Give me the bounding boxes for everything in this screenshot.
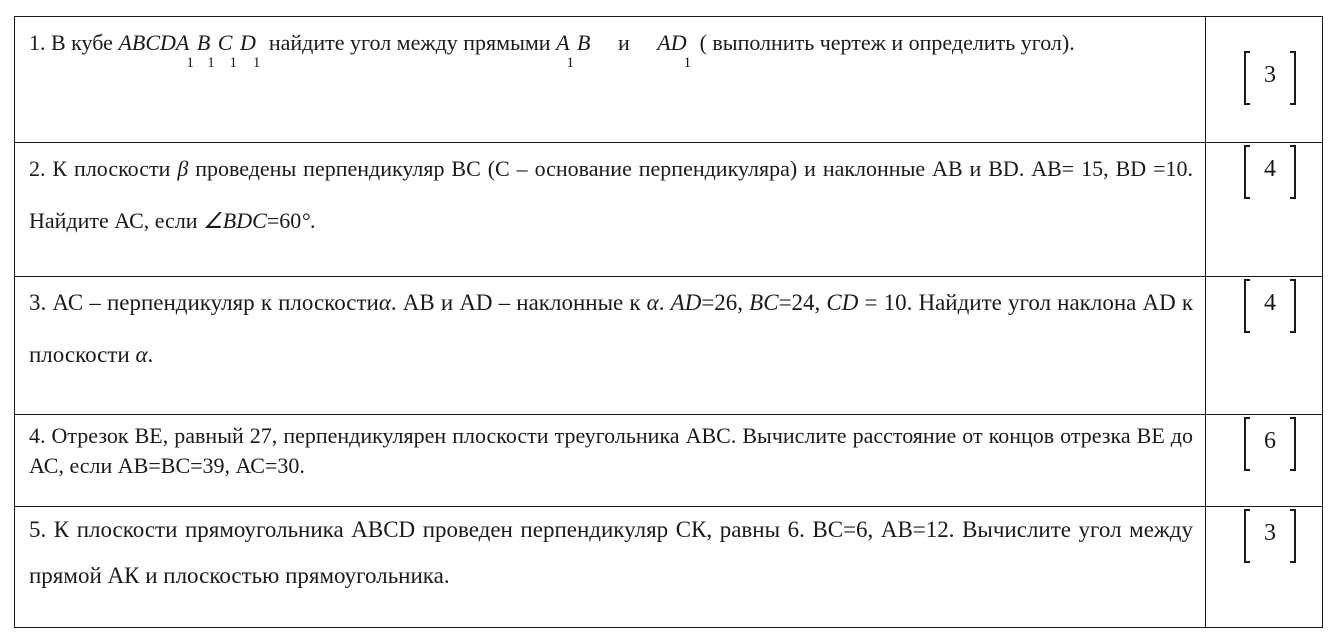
task-3-part: . АВ и АD – наклонные к xyxy=(390,290,647,315)
task-4-text-cell xyxy=(15,415,1206,507)
score-bracket xyxy=(1244,145,1296,199)
line-point: A xyxy=(556,30,570,55)
task-row-4 xyxy=(15,415,1323,507)
task-1-part: ( выполнить чертеж и определить угол). xyxy=(694,30,1075,55)
task-2-part: =60 xyxy=(266,208,302,233)
task-3-score-cell xyxy=(1206,277,1323,415)
alpha-symbol: α xyxy=(135,342,148,367)
task-2-text xyxy=(29,143,1193,247)
subscript: 1 xyxy=(252,55,261,71)
task-3-text xyxy=(29,277,1193,381)
and-word: и xyxy=(617,30,630,55)
score-bracket xyxy=(1244,509,1296,563)
task-1-text-cell xyxy=(15,17,1206,143)
right-bracket-icon xyxy=(1290,145,1296,199)
task-2-part: 2. К плоскости xyxy=(29,156,178,181)
task-row-1 xyxy=(15,17,1323,143)
task-3-part: =24, xyxy=(778,290,827,315)
task-3-part: =26, xyxy=(701,290,750,315)
line-point: B xyxy=(577,30,591,55)
task-row-5 xyxy=(15,507,1323,628)
subscript: 1 xyxy=(229,55,237,71)
task-1-part: найдите угол между прямыми xyxy=(263,30,557,55)
right-bracket-icon xyxy=(1290,51,1296,105)
task-4-score: 6 xyxy=(1264,428,1276,454)
task-1-text xyxy=(29,17,1193,72)
task-3-part: . xyxy=(658,290,671,315)
task-5-score: 3 xyxy=(1264,520,1276,546)
right-bracket-icon xyxy=(1290,509,1296,563)
task-4-text: 4. Отрезок ВЕ, равный 27, перпендикулярен плоскости треугольника АВС. Вычислите расстояние от концов отрезка ВЕ до АС, если АВ=ВС=39, АС=30. xyxy=(29,423,1193,478)
task-2-score: 4 xyxy=(1264,156,1276,182)
angle-expression: ∠BDC xyxy=(203,208,267,233)
task-row-2 xyxy=(15,143,1323,277)
subscript: 1 xyxy=(566,55,575,71)
task-4-score-cell xyxy=(1206,415,1323,507)
task-2-part: . xyxy=(310,208,316,233)
task-5-score-cell xyxy=(1206,507,1323,628)
score-bracket xyxy=(1244,417,1296,471)
alpha-symbol: α xyxy=(646,290,659,315)
cube-vertex: C xyxy=(217,30,233,55)
right-bracket-icon xyxy=(1290,417,1296,471)
subscript: 1 xyxy=(186,55,194,71)
task-1-score-cell xyxy=(1206,17,1323,143)
segment-cd: CD xyxy=(826,290,859,315)
task-3-part: = 10. Найдите угол наклона АD к плоскости xyxy=(29,290,1194,367)
task-5-text-cell xyxy=(15,507,1206,628)
task-5-text: 5. К плоскости прямоугольника АВСD проведен перпендикуляр СК, равны 6. ВС=6, АВ=12. Вычислите угол между прямой АК и плоскостью прямоугольника. xyxy=(29,517,1193,588)
score-bracket xyxy=(1244,51,1296,105)
degree-symbol: ° xyxy=(301,208,311,233)
subscript: 1 xyxy=(683,55,692,71)
task-2-text-cell xyxy=(15,143,1206,277)
line-name: AD xyxy=(657,30,687,55)
score-bracket xyxy=(1244,279,1296,333)
task-3-score: 4 xyxy=(1264,290,1276,316)
segment-bc: BC xyxy=(749,290,779,315)
task-3-text-cell xyxy=(15,277,1206,415)
task-row-3 xyxy=(15,277,1323,415)
cube-vertex: D xyxy=(239,30,256,55)
task-3-part: 3. АС – перпендикуляр к плоскости xyxy=(29,290,379,315)
cube-name: ABCDA xyxy=(118,30,190,55)
cube-vertex: B xyxy=(196,30,211,55)
task-1-score: 3 xyxy=(1264,62,1276,88)
task-3-part: . xyxy=(147,342,154,367)
right-bracket-icon xyxy=(1290,279,1296,333)
task-1-part: 1. В кубе xyxy=(29,30,119,55)
subscript: 1 xyxy=(207,55,215,71)
beta-symbol: β xyxy=(177,156,189,181)
tasks-table xyxy=(14,16,1323,628)
alpha-symbol: α xyxy=(378,290,391,315)
segment-ad: AD xyxy=(670,290,702,315)
task-2-score-cell xyxy=(1206,143,1323,277)
task-2-part: проведены перпендикуляр ВС (С – основание перпендикуляра) и наклонные АВ и ВD. АВ= 15, ВD =10. Найдите АС, если xyxy=(29,156,1193,233)
